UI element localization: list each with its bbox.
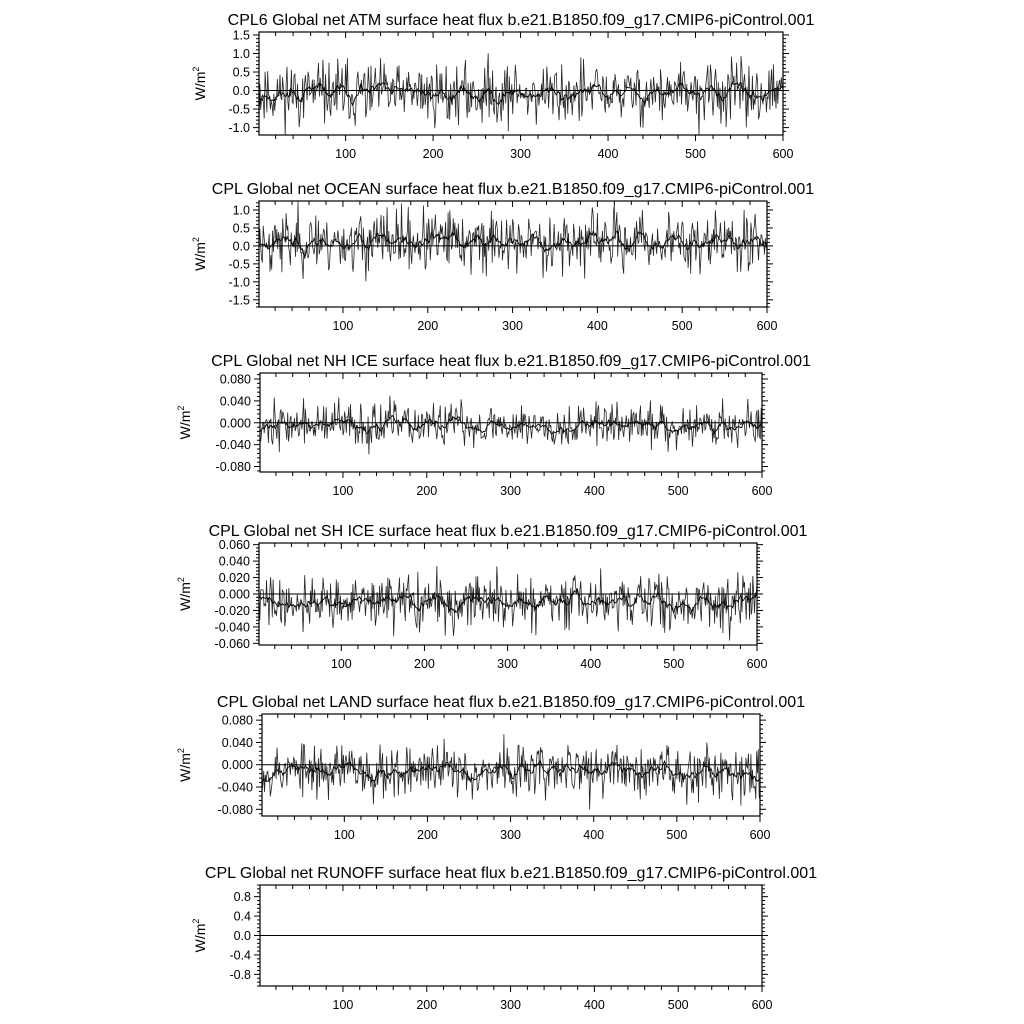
y-tick-label: 0.5 (232, 221, 250, 236)
y-axis-label-superscript: 2 (176, 748, 186, 754)
y-tick-label: 0.0 (233, 929, 251, 943)
y-axis-label-unit: W/m (177, 410, 193, 440)
x-tick-label: 100 (330, 657, 352, 671)
x-tick-label: 200 (414, 657, 435, 671)
y-tick-label: -0.080 (215, 460, 251, 475)
x-tick-label: 200 (422, 147, 444, 161)
chart-title: CPL Global net OCEAN surface heat flux b.e21.B1850.f09_g17.CMIP6-piControl.001 (211, 181, 815, 198)
y-axis-label-unit: W/m (192, 71, 208, 101)
x-tick-label: 600 (756, 319, 778, 333)
y-tick-label: -0.5 (228, 102, 250, 117)
y-tick-label: -0.040 (217, 780, 253, 795)
x-tick-label: 100 (332, 484, 354, 498)
x-tick-label: 400 (586, 319, 608, 333)
y-tick-label: 0.4 (233, 909, 251, 924)
series-line-running-mean (259, 82, 783, 105)
y-tick-label: -1.0 (228, 121, 250, 136)
x-tick-label: 200 (417, 828, 438, 842)
x-tick-label: 300 (497, 657, 519, 671)
x-tick-label: 100 (333, 828, 355, 842)
y-axis-label-unit: W/m (177, 753, 193, 782)
y-tick-label: 0.040 (218, 554, 250, 569)
y-axis-label (191, 919, 208, 953)
y-tick-label: -0.8 (229, 967, 251, 982)
x-tick-label: 600 (772, 147, 794, 161)
y-tick-label: 0.000 (221, 758, 253, 773)
y-tick-label: 0.060 (218, 538, 250, 553)
panel-3 (176, 353, 811, 498)
chart-title: CPL6 Global net ATM surface heat flux b.e21.B1850.f09_g17.CMIP6-piControl.001 (227, 12, 815, 29)
y-tick-label: -0.4 (229, 948, 251, 963)
x-tick-label: 400 (597, 147, 619, 161)
y-tick-label: 1.0 (232, 46, 250, 61)
y-tick-label: 0.000 (219, 416, 251, 431)
x-tick-label: 500 (671, 319, 693, 333)
y-axis-label (191, 237, 208, 271)
y-axis-label-superscript: 2 (191, 66, 201, 72)
series-line-running-mean (259, 589, 757, 612)
y-tick-label: 0.040 (221, 735, 253, 750)
y-axis-label (176, 577, 193, 611)
y-tick-label: 1.0 (232, 203, 250, 218)
y-axis-label-superscript: 2 (191, 237, 201, 243)
y-tick-label: -0.020 (214, 603, 250, 618)
panel-2 (191, 181, 814, 333)
x-tick-label: 100 (332, 998, 354, 1012)
x-tick-label: 300 (510, 147, 531, 161)
x-tick-label: 300 (500, 998, 522, 1012)
y-axis-label-superscript: 2 (191, 918, 201, 924)
y-tick-label: 0.000 (218, 587, 250, 602)
y-tick-label: -1.0 (228, 275, 250, 290)
chart-title: CPL Global net RUNOFF surface heat flux b.e21.B1850.f09_g17.CMIP6-piControl.001 (204, 865, 818, 882)
x-tick-label: 500 (666, 828, 688, 842)
y-axis-label-unit: W/m (192, 923, 208, 953)
x-tick-label: 100 (335, 147, 357, 161)
chart-title: CPL Global net NH ICE surface heat flux b.e21.B1850.f09_g17.CMIP6-piControl.001 (211, 353, 811, 370)
x-tick-label: 200 (416, 998, 438, 1012)
y-tick-label: 1.5 (232, 28, 250, 43)
panel-1 (191, 12, 814, 161)
y-tick-label: -0.060 (214, 636, 250, 651)
panel-4 (176, 523, 808, 671)
y-tick-label: 0.080 (219, 372, 251, 387)
y-tick-label: 0.020 (218, 571, 250, 586)
y-tick-label: -1.5 (228, 293, 250, 308)
x-tick-label: 600 (746, 657, 768, 671)
panel-6 (191, 865, 817, 1012)
y-axis-label-superscript: 2 (176, 405, 186, 411)
x-tick-label: 100 (332, 319, 354, 333)
x-tick-label: 500 (667, 484, 689, 498)
y-axis-label-superscript: 2 (176, 577, 186, 583)
y-tick-label: 0.8 (233, 890, 251, 905)
x-tick-label: 300 (502, 319, 524, 333)
x-tick-label: 300 (500, 828, 522, 842)
y-tick-label: 0.080 (221, 713, 253, 728)
x-tick-label: 600 (751, 484, 773, 498)
y-tick-label: -0.040 (215, 438, 251, 453)
panel-5 (176, 694, 805, 842)
x-tick-label: 400 (580, 657, 602, 671)
x-tick-label: 400 (583, 828, 605, 842)
y-tick-label: 0.0 (232, 239, 250, 254)
y-tick-label: -0.5 (228, 257, 250, 272)
y-tick-label: -0.080 (217, 802, 253, 817)
x-tick-label: 200 (417, 319, 439, 333)
y-axis-label (176, 748, 193, 782)
x-tick-label: 600 (749, 828, 771, 842)
x-tick-label: 400 (583, 484, 605, 498)
series-line-annual (262, 734, 760, 809)
chart-title: CPL Global net LAND surface heat flux b.e21.B1850.f09_g17.CMIP6-piControl.001 (216, 694, 806, 711)
x-tick-label: 500 (663, 657, 685, 671)
y-axis-label-unit: W/m (192, 242, 208, 271)
chart-title: CPL Global net SH ICE surface heat flux b.e21.B1850.f09_g17.CMIP6-piControl.001 (208, 523, 808, 540)
y-axis-label-unit: W/m (177, 582, 193, 611)
y-tick-label: 0.040 (219, 394, 251, 409)
x-tick-label: 500 (667, 998, 689, 1012)
x-tick-label: 200 (416, 484, 438, 498)
y-tick-label: 0.5 (232, 65, 250, 80)
x-tick-label: 600 (751, 998, 773, 1012)
x-tick-label: 400 (583, 998, 605, 1012)
y-axis-label (176, 406, 193, 440)
y-tick-label: 0.0 (232, 84, 250, 99)
x-tick-label: 500 (685, 147, 706, 161)
y-axis-label (191, 67, 208, 101)
y-tick-label: -0.040 (214, 620, 250, 635)
x-tick-label: 300 (500, 484, 522, 498)
